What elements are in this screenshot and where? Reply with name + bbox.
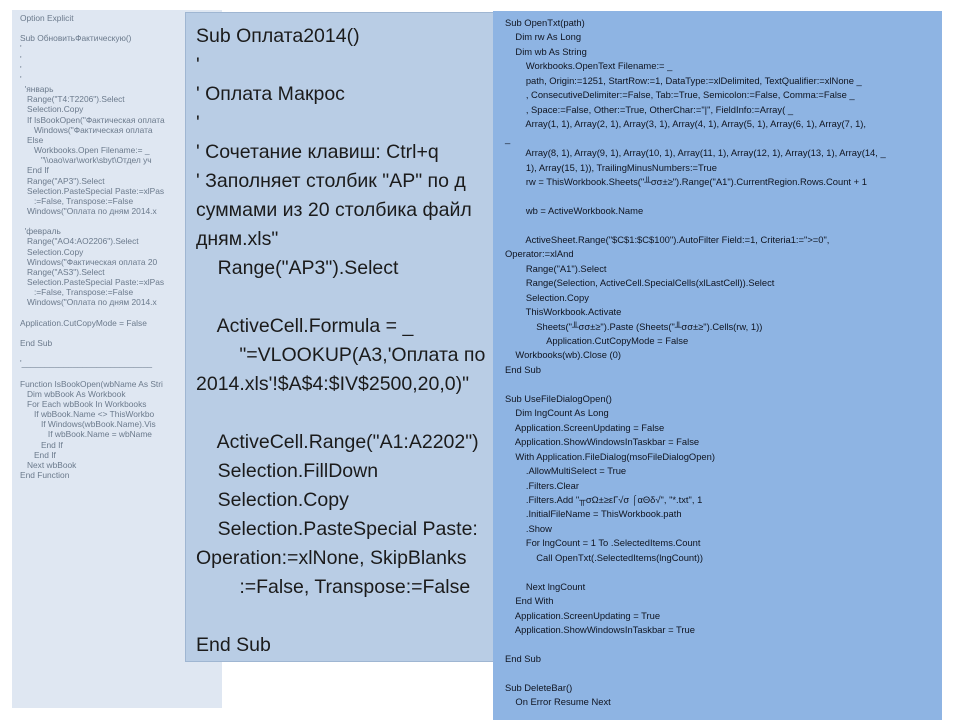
code-line: End If xyxy=(20,439,63,450)
code-line: .Filters.Clear xyxy=(505,479,579,491)
code-panel-right xyxy=(493,11,942,720)
code-line: ActiveSheet.Range("$C$1:$C$100").AutoFilter Field:=1, Criteria1:=">=0", xyxy=(505,233,830,245)
code-line: 1), Array(15, 1)), TrailingMinusNumbers:=True xyxy=(505,161,717,173)
code-line: wb = ActiveWorkbook.Name xyxy=(505,204,644,216)
code-line: Function IsBookOpen(wbName As Stri xyxy=(20,378,163,389)
code-line: Operator:=xlAnd xyxy=(505,248,574,260)
code-line: Dim wbBook As Workbook xyxy=(20,388,126,399)
code-line: 'январь xyxy=(20,84,54,95)
code-line: path, Origin:=1251, StartRow:=1, DataType:=xlDelimited, TextQualifier:=xlNone _ xyxy=(505,74,862,86)
code-line: Call OpenTxt(.SelectedItems(lngCount)) xyxy=(505,551,703,563)
code-line: .Show xyxy=(505,522,552,534)
code-line: "\\oao\var\work\sbyt\Отдел уч xyxy=(20,155,152,166)
code-line: Sub Оплата2014() xyxy=(196,25,360,47)
code-line: суммами из 20 столбика файл xyxy=(196,199,472,221)
code-line xyxy=(505,637,942,651)
code-line: Windows("Фактическая оплата 20 xyxy=(20,256,158,267)
code-line: :=False, Transpose:=False xyxy=(20,287,134,298)
code-line xyxy=(196,602,514,631)
code-line: Application.ScreenUpdating = True xyxy=(505,609,661,621)
code-line: Array(1, 1), Array(2, 1), Array(3, 1), Array(4, 1), Array(5, 1), Array(6, 1), Array(7, 1), xyxy=(505,118,867,130)
code-line: For lngCount = 1 To .SelectedItems.Count xyxy=(505,537,701,549)
code-line: '____________________________ xyxy=(20,358,153,369)
code-line: Range("AP3").Select xyxy=(196,257,399,279)
code-line: Else xyxy=(20,134,44,145)
code-line: _ xyxy=(505,132,511,144)
code-line xyxy=(196,283,514,312)
code-line: Application.ScreenUpdating = False xyxy=(505,421,665,433)
code-line: Sub DeleteBar() xyxy=(505,681,573,693)
code-line: Selection.Copy xyxy=(20,246,84,257)
code-line: Range("T4:T2206").Select xyxy=(20,94,125,105)
code-line: Selection.Copy xyxy=(196,489,349,511)
code-line: 2014.xls'!$A$4:$IV$2500,20,0)" xyxy=(196,373,470,395)
code-line: Range("AO4:AO2206").Select xyxy=(20,236,139,247)
code-line: .AllowMultiSelect = True xyxy=(505,465,627,477)
code-line: End Function xyxy=(20,470,70,481)
code-line: Application.ShowWindowsInTaskbar = False xyxy=(505,436,700,448)
code-line: Sub ОбновитьФактическую() xyxy=(20,33,132,44)
code-line: ' xyxy=(20,63,22,74)
code-line: Next wbBook xyxy=(20,459,77,470)
code-line: ' xyxy=(20,53,22,64)
code-line: Application.CutCopyMode = False xyxy=(505,334,689,346)
code-line: End If xyxy=(20,165,49,176)
code-line: End With xyxy=(505,595,554,607)
code-line: ' xyxy=(196,54,200,76)
code-line: ' Сочетание клавиш: Ctrl+q xyxy=(196,141,439,163)
code-line xyxy=(505,189,942,203)
code-line: Application.ShowWindowsInTaskbar = True xyxy=(505,624,695,636)
code-line: Operation:=xlNone, SkipBlanks xyxy=(196,547,467,569)
code-line: rw = ThisWorkbook.Sheets("╨σσ±≥").Range("A1").CurrentRegion.Rows.Count + 1 xyxy=(505,175,867,187)
code-line: :=False, Transpose:=False xyxy=(196,576,471,598)
code-line: ' Заполняет столбик "AP" по д xyxy=(196,170,466,192)
code-line: ' xyxy=(196,112,200,134)
code-line: Application.CutCopyMode = False xyxy=(20,317,147,328)
code-line: Selection.Copy xyxy=(505,291,589,303)
code-line: Sheets("╨σσ±≥").Paste (Sheets("╨σσ±≥").Cells(rw, 1)) xyxy=(505,320,763,332)
code-line: ' Оплата Макрос xyxy=(196,83,345,105)
code-line: Dim wb As String xyxy=(505,45,587,57)
code-line: Range("AS3").Select xyxy=(20,266,105,277)
code-line: Next lngCount xyxy=(505,580,586,592)
code-line: Array(8, 1), Array(9, 1), Array(10, 1), Array(11, 1), Array(12, 1), Array(13, 1), Array(14, _ xyxy=(505,147,886,159)
code-line: .InitialFileName = ThisWorkbook.path xyxy=(505,508,682,520)
code-line: ' xyxy=(20,43,22,54)
code-line: .Filters.Add "╥σΩ±≥εΓ√σ ⌠αΘδ√", "*.txt", 1 xyxy=(505,493,703,505)
code-line: ActiveCell.Formula = _ xyxy=(196,315,414,337)
code-line: ' xyxy=(20,73,22,84)
code-line: Option Explicit xyxy=(20,13,74,23)
code-line: On Error Resume Next xyxy=(505,696,611,708)
code-line xyxy=(505,377,942,391)
code-line: Workbooks.OpenText Filename:= _ xyxy=(505,60,673,72)
code-line: дням.xls" xyxy=(196,228,279,250)
code-line: , ConsecutiveDelimiter:=False, Tab:=True, Semicolon:=False, Comma:=False _ xyxy=(505,89,855,101)
code-line: End Sub xyxy=(20,338,53,348)
code-line: End Sub xyxy=(505,363,541,375)
code-line: Dim rw As Long xyxy=(505,31,582,43)
code-line: ActiveCell.Range("A1:A2202") xyxy=(196,431,479,453)
code-line: Selection.PasteSpecial Paste: xyxy=(196,518,478,540)
code-line: , Space:=False, Other:=True, OtherChar:="|", FieldInfo:=Array( _ xyxy=(505,103,794,115)
code-line: Workbooks.Open Filename:= _ xyxy=(20,145,150,156)
code-line: If IsBookOpen("Фактическая оплата xyxy=(20,114,165,125)
code-line xyxy=(505,666,942,680)
code-line: Range("AP3").Select xyxy=(20,175,105,186)
code-line: End If xyxy=(20,449,56,460)
code-line: Selection.Copy xyxy=(20,104,84,115)
code-line: Dim lngCount As Long xyxy=(505,407,609,419)
code-line: Range("A1").Select xyxy=(505,262,607,274)
code-line xyxy=(505,565,942,579)
code-line: If wbBook.Name <> ThisWorkbo xyxy=(20,409,155,420)
code-line: Windows("Фактическая оплата xyxy=(20,124,153,135)
code-line xyxy=(196,399,514,428)
code-line: Selection.PasteSpecial Paste:=xlPas xyxy=(20,185,165,196)
code-line: For Each wbBook In Workbooks xyxy=(20,398,147,409)
code-line: "=VLOOKUP(A3,'Оплата по xyxy=(196,344,486,366)
code-line: :=False, Transpose:=False xyxy=(20,195,134,206)
code-line: If Windows(wbBook.Name).Vis xyxy=(20,419,156,430)
code-panel-middle xyxy=(185,12,515,662)
code-line: Selection.FillDown xyxy=(196,460,379,482)
code-line: End Sub xyxy=(505,652,541,664)
code-line: Selection.PasteSpecial Paste:=xlPas xyxy=(20,277,165,288)
code-line: End Sub xyxy=(196,634,271,656)
code-line: Range(Selection, ActiveCell.SpecialCells(xlLastCell)).Select xyxy=(505,277,775,289)
code-line: If wbBook.Name = wbName xyxy=(20,429,152,440)
code-line: With Application.FileDialog(msoFileDialogOpen) xyxy=(505,450,715,462)
code-line: Sub UseFileDialogOpen() xyxy=(505,392,612,404)
code-line: Windows("Оплата по дням 2014.x xyxy=(20,205,157,216)
code-line: 'февраль xyxy=(20,226,61,237)
code-line: ThisWorkbook.Activate xyxy=(505,306,622,318)
code-line: Sub OpenTxt(path) xyxy=(505,17,585,28)
code-line xyxy=(505,218,942,232)
code-line: Workbooks(wb).Close (0) xyxy=(505,349,622,361)
code-line: Windows("Оплата по дням 2014.x xyxy=(20,297,157,308)
